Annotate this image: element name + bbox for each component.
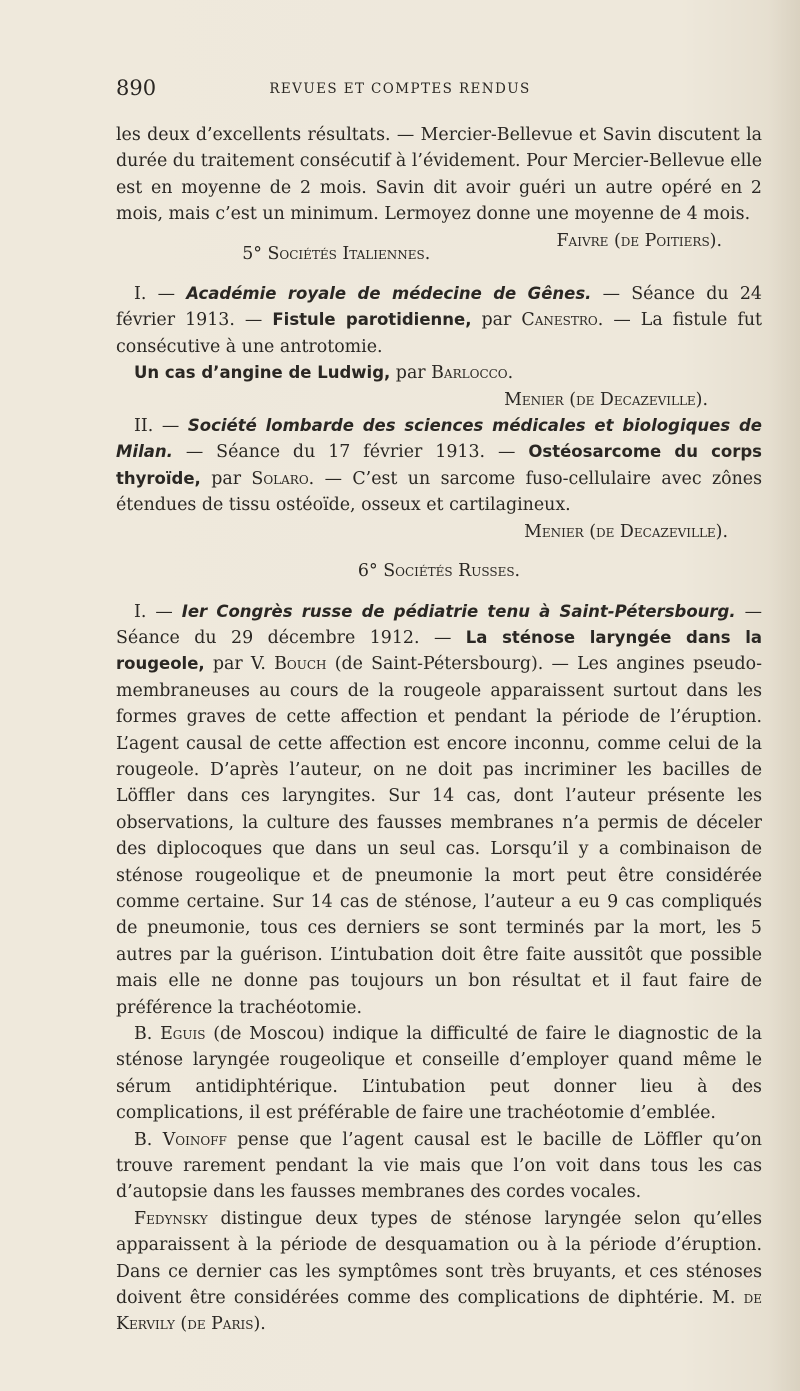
- author-name: Solaro: [251, 468, 309, 489]
- intro-paragraph: [116, 122, 762, 251]
- page-number: 890: [116, 76, 157, 100]
- by-text: par V.: [204, 654, 275, 675]
- communication-title: Un cas d’angine de Ludwig,: [134, 363, 391, 383]
- section-6-para-voinoff: [116, 1127, 762, 1206]
- by-text: par: [471, 310, 522, 331]
- author-name: Fedynsky: [134, 1208, 208, 1229]
- author-name: Barlocco: [431, 363, 508, 384]
- communication-title: La sténose laryngée dans la rougeole,: [116, 627, 763, 674]
- session-text: — Séance du 24 février 1913. —: [116, 284, 762, 331]
- by-text: par: [390, 363, 432, 384]
- running-head: REVUES ET COMPTES RENDUS: [269, 81, 531, 97]
- summary-text: (de Saint-Pétersbourg). — Les angines pseudo-membraneuses au cours de la rougeole apparaissent surtout dans les formes graves de cette affection et pendant la période de l’éruption. L’agent causal de cette affection est encore inconnu, comme celui de la rougeole. D’après l’auteur, on ne doit pas incriminer les bacilles de Löffler dans ces laryngites. Sur 14 cas, dont l’auteur présente les observations, la culture des fausses membranes n’a permis de déceler des diplocoques que dans un seul cas. Lorsqu’il y a combinaison de sténose rougeolique et de pneumonie la mort peut être considérée comme certaine. Sur 14 cas de sténose, l’auteur a eu 9 cas compliqués de pneumonie, tous ces derniers se sont terminés par la mort, les 5 autres par la guérison. L’intubation doit être faite aussitôt que possible mais elle ne donne pas toujours un bon résultat et il faut faire de préférence la trachéotomie.: [116, 654, 762, 1018]
- end-text: .: [507, 363, 514, 384]
- signature-menier-1: Menier (de Decazeville).: [504, 389, 708, 410]
- communication-title: Ostéosarcome du corps thyroïde,: [116, 442, 762, 488]
- summary-text: . — C’est un sarcome fuso-cellulaire avec zônes étendues de tissu ostéoïde, osseux et cartilagineux.: [116, 468, 762, 516]
- section-5-title: 5° Sociétés Italiennes.: [242, 243, 431, 264]
- item-prefix: II. —: [134, 416, 188, 437]
- section-5-item-2: [116, 413, 762, 519]
- author-name: Canestro: [521, 310, 598, 331]
- initial: B.: [134, 1129, 163, 1150]
- society-name: Société lombarde des sciences médicales et biologiques de Milan.: [116, 416, 762, 462]
- summary-text: . — La fistule fut consécutive à une antrotomie.: [116, 310, 763, 357]
- section-5-item-1: [116, 281, 762, 360]
- summary-text: distingue deux types de sténose laryngée selon qu’elles apparaissent à la période de desquamation ou à la période d’éruption. Dans ce dernier cas les symptômes sont très bruyants, et ces sténoses doivent être considérées comme des complications de diphtérie.: [116, 1208, 762, 1309]
- section-6-para-fedynsky: [116, 1206, 762, 1338]
- intro-signature: Faivre (de Poitiers).: [556, 230, 722, 251]
- page-header: [0, 76, 800, 106]
- author-name: Bouch: [274, 654, 327, 675]
- session-text: — Séance du 29 décembre 1912. —: [116, 601, 762, 648]
- section-5-item-1b: [116, 360, 762, 386]
- summary-text: pense que l’agent causal est le bacille de Löffler qu’on trouve rarement pendant la vie mais que l’on voit dans tous les cas d’autopsie dans les fausses membranes des cordes vocales.: [116, 1129, 762, 1203]
- by-text: par: [200, 468, 252, 489]
- signature-menier-2: Menier (de Decazeville).: [524, 521, 728, 542]
- section-6-para-eguis: [116, 1021, 762, 1127]
- author-name: Voinoff: [162, 1129, 227, 1150]
- congress-name: Ier Congrès russe de pédiatrie tenu à Saint-Pétersbourg.: [181, 601, 736, 621]
- article-body: [116, 122, 762, 1338]
- communication-title: Fistule parotidienne,: [272, 310, 472, 330]
- item-prefix: I. —: [134, 601, 182, 622]
- section-6-title: 6° Sociétés Russes.: [357, 561, 521, 582]
- society-name: Académie royale de médecine de Gênes.: [186, 284, 592, 304]
- session-text: — Séance du 17 février 1913. —: [172, 442, 529, 463]
- summary-text: (de Moscou) indique la difficulté de faire le diagnostic de la sténose laryngée rougeolique et conseille d’employer quand même le sérum antidiphtérique. L’intubation peut donner lieu à des complications, il est préférable de faire une trachéotomie d’emblée.: [116, 1024, 762, 1124]
- signature-kervily: M. de Kervily (de Paris).: [116, 1288, 763, 1335]
- initial: B.: [134, 1024, 161, 1044]
- intro-text: les deux d’excellents résultats. — Mercier-Bellevue et Savin discutent la durée du traitement consécutif à l’évidement. Pour Mercier-Bellevue elle est en moyenne de 2 mois. Savin dit avoir guéri un autre opéré en 2 mois, mais c’est un minimum. Lermoyez donne une moyenne de 4 mois.: [116, 125, 762, 225]
- item-prefix: I. —: [134, 284, 187, 305]
- author-name: Eguis: [160, 1024, 206, 1044]
- section-6-item-1: [116, 599, 762, 1022]
